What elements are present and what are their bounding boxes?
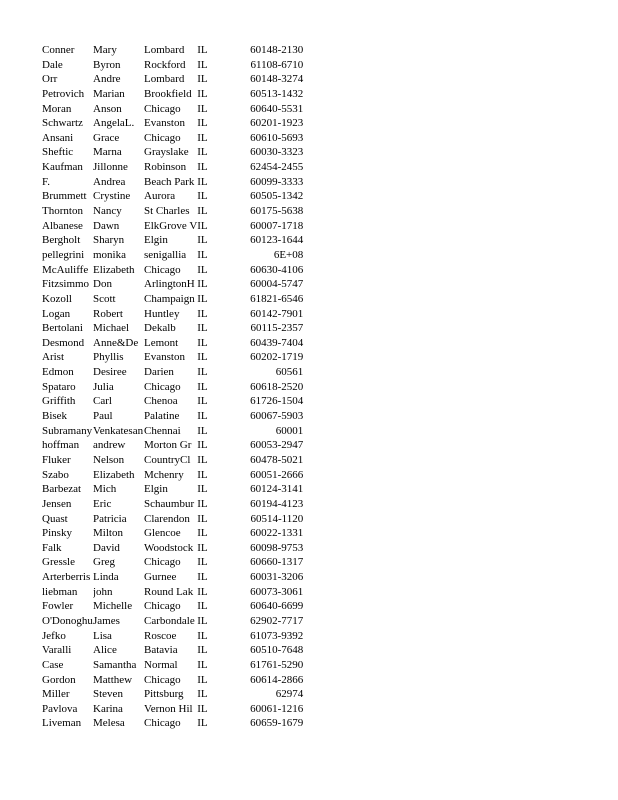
last-name-cell: Albanese xyxy=(42,219,83,232)
city-cell: Normal xyxy=(144,658,178,671)
state-cell: IL xyxy=(197,556,208,569)
last-name-cell: Fluker xyxy=(42,453,71,466)
table-row xyxy=(42,687,309,702)
table-row xyxy=(42,277,309,292)
state-cell: IL xyxy=(197,146,208,159)
state-cell: IL xyxy=(197,571,208,584)
state-cell: IL xyxy=(197,366,208,379)
zip-cell: 60513-1432 xyxy=(250,87,304,100)
first-name-cell: Jillonne xyxy=(93,161,128,174)
table-row xyxy=(42,204,309,219)
state-cell: IL xyxy=(197,658,208,671)
state-cell: IL xyxy=(197,263,208,276)
zip-cell: 60202-1719 xyxy=(250,351,304,364)
first-name-cell: Milton xyxy=(93,527,123,540)
city-cell: Glencoe xyxy=(144,527,181,540)
city-cell: Evanston xyxy=(144,117,185,130)
table-row xyxy=(42,497,309,512)
city-cell: Round Lak xyxy=(144,585,194,598)
city-cell: Chennai xyxy=(144,424,181,437)
state-cell: IL xyxy=(197,468,208,481)
zip-cell: 60505-1342 xyxy=(250,190,304,203)
city-cell: Grayslake xyxy=(144,146,189,159)
city-cell: Chenoa xyxy=(144,395,178,408)
first-name-cell: Byron xyxy=(93,58,121,71)
state-cell: IL xyxy=(197,87,208,100)
first-name-cell: Grace xyxy=(93,131,120,144)
last-name-cell: Bertolani xyxy=(42,322,83,335)
table-row xyxy=(42,555,309,570)
table-row xyxy=(42,716,309,731)
last-name-cell: Fowler xyxy=(42,600,74,613)
last-name-cell: Subramany xyxy=(42,424,93,437)
zip-cell: 60478-5021 xyxy=(250,453,304,466)
last-name-cell: O'Donoghu xyxy=(42,614,93,627)
zip-cell: 62974 xyxy=(275,688,304,701)
zip-cell: 61821-6546 xyxy=(250,292,304,305)
last-name-cell: Thornton xyxy=(42,205,83,218)
zip-cell: 60030-3323 xyxy=(250,146,304,159)
state-cell: IL xyxy=(197,234,208,247)
city-cell: Clarendon xyxy=(144,512,190,525)
first-name-cell: monika xyxy=(93,248,126,261)
zip-cell: 60194-4123 xyxy=(250,497,304,510)
city-cell: Champaign xyxy=(144,292,195,305)
state-cell: IL xyxy=(197,512,208,525)
last-name-cell: liebman xyxy=(42,585,78,598)
city-cell: Mchenry xyxy=(144,468,184,481)
city-cell: Lombard xyxy=(144,73,185,86)
zip-cell: 60031-3206 xyxy=(250,571,304,584)
first-name-cell: David xyxy=(93,541,120,554)
last-name-cell: Varalli xyxy=(42,644,72,657)
zip-cell: 60142-7901 xyxy=(250,307,304,320)
state-cell: IL xyxy=(197,702,208,715)
zip-cell: 61073-9392 xyxy=(250,629,304,642)
city-cell: senigallia xyxy=(144,248,187,261)
city-cell: ArlingtonH xyxy=(144,278,195,291)
state-cell: IL xyxy=(197,395,208,408)
state-cell: IL xyxy=(197,410,208,423)
city-cell: Darien xyxy=(144,366,174,379)
first-name-cell: Anne&De xyxy=(93,336,139,349)
state-cell: IL xyxy=(197,614,208,627)
first-name-cell: Elizabeth xyxy=(93,263,135,276)
zip-cell: 62454-2455 xyxy=(250,161,304,174)
zip-cell: 60073-3061 xyxy=(250,585,304,598)
table-row xyxy=(42,658,309,673)
table-row xyxy=(42,438,309,453)
table-row xyxy=(42,409,309,424)
last-name-cell: Bisek xyxy=(42,410,68,423)
zip-cell: 6E+08 xyxy=(273,248,304,261)
first-name-cell: Sharyn xyxy=(93,234,125,247)
city-cell: Lombard xyxy=(144,44,185,56)
last-name-cell: McAuliffe xyxy=(42,263,89,276)
table-row xyxy=(42,336,309,351)
last-name-cell: Sheftic xyxy=(42,146,74,159)
city-cell: Chicago xyxy=(144,717,181,730)
zip-cell: 60439-7404 xyxy=(250,336,304,349)
zip-cell: 60618-2520 xyxy=(250,380,304,393)
last-name-cell: Conner xyxy=(42,44,75,56)
city-cell: Chicago xyxy=(144,263,181,276)
zip-cell: 61726-1504 xyxy=(250,395,304,408)
last-name-cell: Barbezat xyxy=(42,483,82,496)
table-row xyxy=(42,599,309,614)
state-cell: IL xyxy=(197,453,208,466)
state-cell: IL xyxy=(197,322,208,335)
zip-cell: 60175-5638 xyxy=(250,205,304,218)
last-name-cell: Kaufman xyxy=(42,161,83,174)
first-name-cell: Dawn xyxy=(93,219,120,232)
first-name-cell: Andrea xyxy=(93,175,126,188)
table-row xyxy=(42,350,309,365)
zip-cell: 60640-6699 xyxy=(250,600,304,613)
table-row xyxy=(42,43,309,58)
zip-cell: 60061-1216 xyxy=(250,702,304,715)
last-name-cell: Ansani xyxy=(42,131,74,144)
city-cell: ElkGrove V xyxy=(144,219,198,232)
state-cell: IL xyxy=(197,307,208,320)
city-cell: Woodstock xyxy=(144,541,194,554)
last-name-cell: Schwartz xyxy=(42,117,83,130)
first-name-cell: Greg xyxy=(93,556,115,569)
table-row xyxy=(42,643,309,658)
first-name-cell: Venkatesan xyxy=(93,424,144,437)
table-row xyxy=(42,131,309,146)
state-cell: IL xyxy=(197,527,208,540)
zip-cell: 60201-1923 xyxy=(250,117,304,130)
state-cell: IL xyxy=(197,248,208,261)
city-cell: Chicago xyxy=(144,600,181,613)
zip-cell: 60561 xyxy=(275,366,304,379)
zip-cell: 60004-5747 xyxy=(250,278,304,291)
first-name-cell: James xyxy=(93,614,120,627)
zip-cell: 60510-7648 xyxy=(250,644,304,657)
first-name-cell: Desiree xyxy=(93,366,127,379)
state-cell: IL xyxy=(197,483,208,496)
zip-cell: 60640-5531 xyxy=(250,102,304,115)
table-row xyxy=(42,526,309,541)
city-cell: Elgin xyxy=(144,483,168,496)
first-name-cell: Julia xyxy=(93,380,114,393)
first-name-cell: Elizabeth xyxy=(93,468,135,481)
table-row xyxy=(42,292,309,307)
city-cell: Gurnee xyxy=(144,571,177,584)
state-cell: IL xyxy=(197,278,208,291)
last-name-cell: Kozoll xyxy=(42,292,72,305)
last-name-cell: Arist xyxy=(42,351,64,364)
zip-cell: 60098-9753 xyxy=(250,541,304,554)
table-row xyxy=(42,453,309,468)
zip-cell: 60610-5693 xyxy=(250,131,304,144)
zip-cell: 60007-1718 xyxy=(250,219,304,232)
state-cell: IL xyxy=(197,58,208,71)
table-row xyxy=(42,614,309,629)
zip-cell: 60148-2130 xyxy=(250,44,304,56)
table-row xyxy=(42,468,309,483)
last-name-cell: Falk xyxy=(42,541,62,554)
state-cell: IL xyxy=(197,424,208,437)
table-row xyxy=(42,160,309,175)
table-row xyxy=(42,541,309,556)
first-name-cell: Scott xyxy=(93,292,116,305)
state-cell: IL xyxy=(197,292,208,305)
city-cell: Roscoe xyxy=(144,629,177,642)
last-name-cell: Dale xyxy=(42,58,63,71)
first-name-cell: andrew xyxy=(93,439,126,452)
city-cell: Vernon Hil xyxy=(144,702,193,715)
last-name-cell: Brummett xyxy=(42,190,87,203)
first-name-cell: Marna xyxy=(93,146,122,159)
first-name-cell: Samantha xyxy=(93,658,137,671)
last-name-cell: Desmond xyxy=(42,336,85,349)
first-name-cell: Don xyxy=(93,278,112,291)
last-name-cell: Bergholt xyxy=(42,234,81,247)
last-name-cell: Jefko xyxy=(42,629,66,642)
city-cell: Palatine xyxy=(144,410,180,423)
state-cell: IL xyxy=(197,205,208,218)
first-name-cell: john xyxy=(93,585,113,598)
first-name-cell: Carl xyxy=(93,395,112,408)
state-cell: IL xyxy=(197,102,208,115)
state-cell: IL xyxy=(197,629,208,642)
state-cell: IL xyxy=(197,585,208,598)
last-name-cell: Moran xyxy=(42,102,72,115)
last-name-cell: Griffith xyxy=(42,395,76,408)
last-name-cell: Miller xyxy=(42,688,70,701)
first-name-cell: Mary xyxy=(93,44,117,56)
state-cell: IL xyxy=(197,439,208,452)
zip-cell: 60148-3274 xyxy=(250,73,304,86)
last-name-cell: pellegrini xyxy=(42,248,85,261)
last-name-cell: Liveman xyxy=(42,717,82,730)
city-cell: Evanston xyxy=(144,351,185,364)
last-name-cell: Szabo xyxy=(42,468,69,481)
table-row xyxy=(42,87,309,102)
city-cell: Schaumbur xyxy=(144,497,195,510)
first-name-cell: Mich xyxy=(93,483,117,496)
first-name-cell: Linda xyxy=(93,571,119,584)
state-cell: IL xyxy=(197,688,208,701)
table-row xyxy=(42,394,309,409)
zip-cell: 60660-1317 xyxy=(250,556,304,569)
last-name-cell: Gordon xyxy=(42,673,76,686)
city-cell: Robinson xyxy=(144,161,187,174)
zip-cell: 60614-2866 xyxy=(250,673,304,686)
last-name-cell: Gressle xyxy=(42,556,75,569)
city-cell: Morton Gr xyxy=(144,439,192,452)
zip-cell: 61761-5290 xyxy=(250,658,304,671)
table-row xyxy=(42,263,309,278)
first-name-cell: Karina xyxy=(93,702,123,715)
zip-cell: 60514-1120 xyxy=(250,512,304,525)
zip-cell: 60630-4106 xyxy=(250,263,304,276)
table-row xyxy=(42,424,309,439)
state-cell: IL xyxy=(197,380,208,393)
city-cell: St Charles xyxy=(144,205,190,218)
last-name-cell: hoffman xyxy=(42,439,80,452)
first-name-cell: Michael xyxy=(93,322,130,335)
first-name-cell: Paul xyxy=(93,410,113,423)
table-row xyxy=(42,512,309,527)
zip-cell: 60659-1679 xyxy=(250,717,304,730)
zip-cell: 62902-7717 xyxy=(250,614,304,627)
city-cell: Chicago xyxy=(144,131,181,144)
table-row xyxy=(42,380,309,395)
last-name-cell: Jensen xyxy=(42,497,72,510)
first-name-cell: Michelle xyxy=(93,600,133,613)
first-name-cell: AngelaL. xyxy=(93,117,135,130)
table-row xyxy=(42,145,309,160)
table-row xyxy=(42,570,309,585)
address-list-table xyxy=(42,43,309,731)
first-name-cell: Melesa xyxy=(93,717,125,730)
state-cell: IL xyxy=(197,644,208,657)
city-cell: Chicago xyxy=(144,102,181,115)
table-row xyxy=(42,585,309,600)
table-row xyxy=(42,673,309,688)
table-row xyxy=(42,248,309,263)
city-cell: Elgin xyxy=(144,234,168,247)
city-cell: Chicago xyxy=(144,380,181,393)
table-row xyxy=(42,116,309,131)
zip-cell: 61108-6710 xyxy=(250,58,304,71)
state-cell: IL xyxy=(197,190,208,203)
table-row xyxy=(42,365,309,380)
first-name-cell: Anson xyxy=(93,102,122,115)
first-name-cell: Alice xyxy=(93,644,117,657)
last-name-cell: Edmon xyxy=(42,366,74,379)
table-row xyxy=(42,321,309,336)
table-row xyxy=(42,219,309,234)
first-name-cell: Nelson xyxy=(93,453,125,466)
state-cell: IL xyxy=(197,44,208,56)
last-name-cell: F. xyxy=(42,175,50,188)
city-cell: Rockford xyxy=(144,58,186,71)
zip-cell: 60001 xyxy=(275,424,304,437)
last-name-cell: Orr xyxy=(42,73,58,86)
last-name-cell: Quast xyxy=(42,512,68,525)
table-row xyxy=(42,175,309,190)
city-cell: Batavia xyxy=(144,644,178,657)
state-cell: IL xyxy=(197,541,208,554)
zip-cell: 60022-1331 xyxy=(250,527,304,540)
first-name-cell: Lisa xyxy=(93,629,112,642)
table-row xyxy=(42,189,309,204)
city-cell: Brookfield xyxy=(144,87,192,100)
last-name-cell: Case xyxy=(42,658,64,671)
zip-cell: 60051-2666 xyxy=(250,468,304,481)
table-row xyxy=(42,58,309,73)
city-cell: Dekalb xyxy=(144,322,176,335)
state-cell: IL xyxy=(197,175,208,188)
first-name-cell: Crystine xyxy=(93,190,131,203)
state-cell: IL xyxy=(197,336,208,349)
table-row xyxy=(42,72,309,87)
city-cell: Aurora xyxy=(144,190,176,203)
zip-cell: 60115-2357 xyxy=(250,322,304,335)
last-name-cell: Arterberris xyxy=(42,571,91,584)
table-row xyxy=(42,629,309,644)
last-name-cell: Petrovich xyxy=(42,87,85,100)
zip-cell: 60124-3141 xyxy=(250,483,304,496)
first-name-cell: Patricia xyxy=(93,512,127,525)
last-name-cell: Pavlova xyxy=(42,702,78,715)
city-cell: Huntley xyxy=(144,307,180,320)
table-row xyxy=(42,233,309,248)
city-cell: Beach Park xyxy=(144,175,195,188)
zip-cell: 60099-3333 xyxy=(250,175,304,188)
first-name-cell: Steven xyxy=(93,688,123,701)
table-row xyxy=(42,482,309,497)
first-name-cell: Phyllis xyxy=(93,351,124,364)
first-name-cell: Eric xyxy=(93,497,112,510)
state-cell: IL xyxy=(197,161,208,174)
first-name-cell: Andre xyxy=(93,73,121,86)
table-row xyxy=(42,102,309,117)
zip-cell: 60053-2947 xyxy=(250,439,304,452)
last-name-cell: Logan xyxy=(42,307,71,320)
first-name-cell: Matthew xyxy=(93,673,133,686)
state-cell: IL xyxy=(197,673,208,686)
city-cell: Pittsburg xyxy=(144,688,184,701)
zip-cell: 60067-5903 xyxy=(250,410,304,423)
state-cell: IL xyxy=(197,497,208,510)
state-cell: IL xyxy=(197,600,208,613)
last-name-cell: Spataro xyxy=(42,380,76,393)
state-cell: IL xyxy=(197,219,208,232)
state-cell: IL xyxy=(197,717,208,730)
table-row xyxy=(42,702,309,717)
state-cell: IL xyxy=(197,351,208,364)
state-cell: IL xyxy=(197,131,208,144)
city-cell: Chicago xyxy=(144,556,181,569)
last-name-cell: Pinsky xyxy=(42,527,72,540)
first-name-cell: Robert xyxy=(93,307,123,320)
city-cell: CountryCl xyxy=(144,453,191,466)
city-cell: Carbondale xyxy=(144,614,195,627)
first-name-cell: Marian xyxy=(93,87,125,100)
address-list-body xyxy=(42,43,309,731)
first-name-cell: Nancy xyxy=(93,205,122,218)
state-cell: IL xyxy=(197,117,208,130)
city-cell: Chicago xyxy=(144,673,181,686)
state-cell: IL xyxy=(197,73,208,86)
table-row xyxy=(42,307,309,322)
last-name-cell: Fitzsimmo xyxy=(42,278,90,291)
zip-cell: 60123-1644 xyxy=(250,234,304,247)
city-cell: Lemont xyxy=(144,336,179,349)
